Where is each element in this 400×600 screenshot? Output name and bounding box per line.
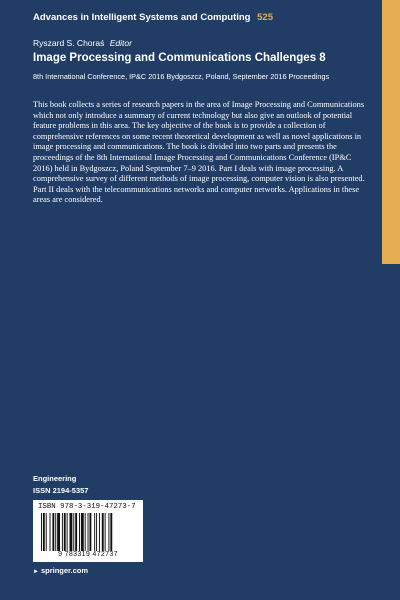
book-description: This book collects a series of research papers in the area of Image Processing and Communications which not only introduce a summary of current technology but also give an outlook of potential feature problems in this area. The key objective of the book is to provide a collection of comprehensive references on some recent theoretical development as well as novel applications in image processing and communications. The book is divided into two parts and presents the proceedings of the 8th International Image Processing and Communications Conference (IP&C 2016) held in Bydgoszcz, Poland September 7–9 2016. Part I deals with image processing. A comprehensive survey of different methods of image processing, computer vision is also presented. Part II deals with the telecommunications networks and computer networks. Applications in these areas are considered.	[33, 100, 365, 205]
editor-line	[33, 38, 132, 48]
barcode-bars	[33, 513, 143, 551]
series-line	[33, 12, 273, 23]
book-title: Image Processing and Communications Challenges 8	[33, 52, 326, 64]
editor-role: Editor	[109, 38, 132, 48]
issn-label: ISSN 2194-5357	[33, 486, 89, 495]
series-volume: 525	[257, 12, 273, 23]
editor-name: Ryszard S. Choraś	[33, 38, 105, 48]
accent-bar	[382, 0, 400, 264]
barcode-digits: 9 783319 472737	[58, 551, 118, 558]
series-name: Advances in Intelligent Systems and Computing	[33, 12, 251, 23]
barcode	[33, 500, 143, 562]
subject-label: Engineering	[33, 474, 77, 483]
publisher-website[interactable]	[33, 566, 88, 575]
website-label: springer.com	[40, 566, 89, 575]
arrow-icon: ►	[33, 569, 39, 575]
isbn-label: ISBN 978-3-319-47273-7	[38, 503, 136, 511]
book-subtitle: 8th International Conference, IP&C 2016 Bydgoszcz, Poland, September 2016 Proceedings	[33, 72, 330, 81]
